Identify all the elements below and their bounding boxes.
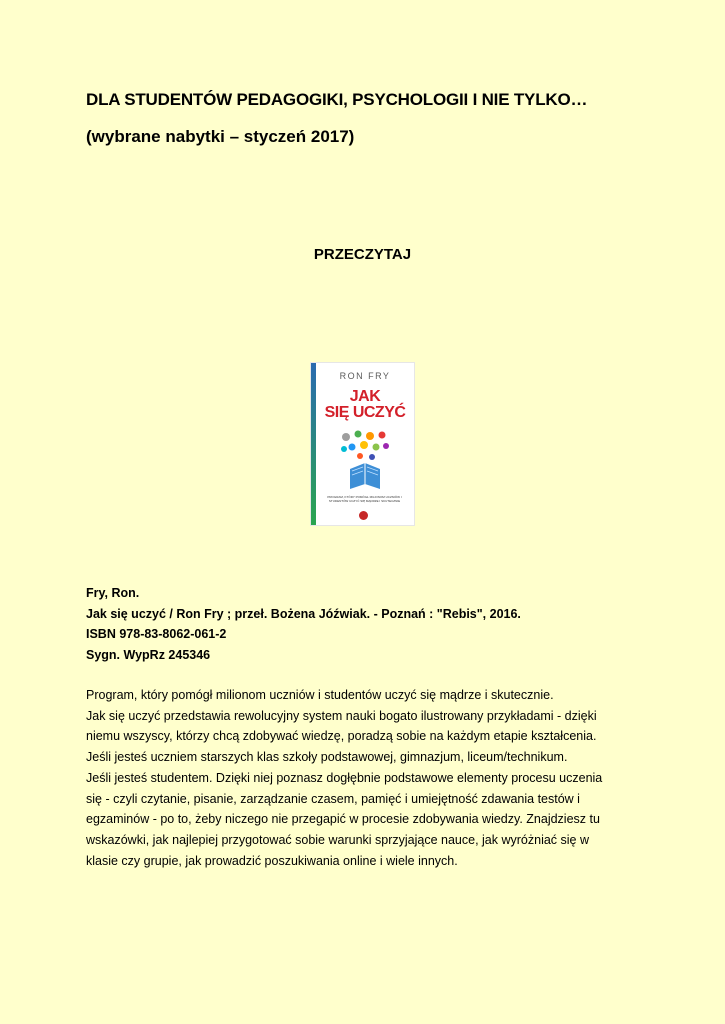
- document-heading: DLA STUDENTÓW PEDAGOGIKI, PSYCHOLOGII I NIE TYLKO…: [86, 90, 588, 109]
- document-subheading: (wybrane nabytki – styczeń 2017): [86, 127, 355, 146]
- description-line: klasie czy grupie, jak prowadzić poszukiwania online i wiele innych.: [86, 853, 458, 868]
- description-line: Program, który pomógł milionom uczniów i studentów uczyć się mądrze i skutecznie.: [86, 688, 554, 702]
- book-call-number: Sygn. WypRz 245346: [86, 647, 211, 662]
- book-cover-title-line2: SIĘ UCZYĆ: [324, 404, 406, 421]
- book-description: [86, 685, 646, 871]
- description-line: niemu wszyscy, którzy chcą zdobywać wiedzę, poradzą sobie na każdym etapie kształcenia.: [86, 729, 597, 744]
- description-line: Jeśli jesteś studentem. Dzięki niej poznasz dogłębnie podstawowe elementy procesu uczenia: [86, 770, 603, 785]
- description-line: wskazówki, jak najlepiej przygotować sobie warunki sprzyjające nauce, jak wyróżniać się w: [86, 832, 589, 847]
- book-isbn: ISBN 978-83-8062-061-2: [86, 627, 227, 641]
- description-line: się - czyli czytanie, pisanie, zarządzanie czasem, pamięć i umiejętność zdawania testów i: [86, 791, 580, 806]
- section-title: PRZECZYTAJ: [313, 246, 412, 263]
- description-line: Jak się uczyć przedstawia rewolucyjny system nauki bogato ilustrowany przykładami - dzięki: [86, 708, 597, 723]
- book-author: Fry, Ron.: [86, 586, 140, 600]
- book-record: Jak się uczyć / Ron Fry ; przeł. Bożena Jóźwiak. - Poznań : "Rebis", 2016.: [86, 606, 521, 621]
- book-cover-subtitle: PROGRAM, KTÓRY POMÓGŁ MILIONOM UCZNIÓW I STUDENTÓW UCZYĆ SIĘ MĄDRZE I SKUTECZNIE: [327, 495, 402, 503]
- book-cover-title-line1: JAK: [349, 388, 381, 405]
- book-cover-title: [316, 389, 414, 421]
- book-cover-author: RON FRY: [339, 371, 391, 381]
- book-cover-image: [311, 363, 414, 525]
- description-line: egzaminów - po to, żeby niczego nie przegapić w procesie zdobywania wiedzy. Znajdziesz tu: [86, 812, 600, 827]
- description-line: Jeśli jesteś uczniem starszych klas szkoły podstawowej, gimnazjum, liceum/technikum.: [86, 750, 568, 765]
- book-illustration-icon: [316, 429, 414, 493]
- publisher-logo-icon: [359, 511, 368, 520]
- bibliographic-record: [86, 583, 521, 665]
